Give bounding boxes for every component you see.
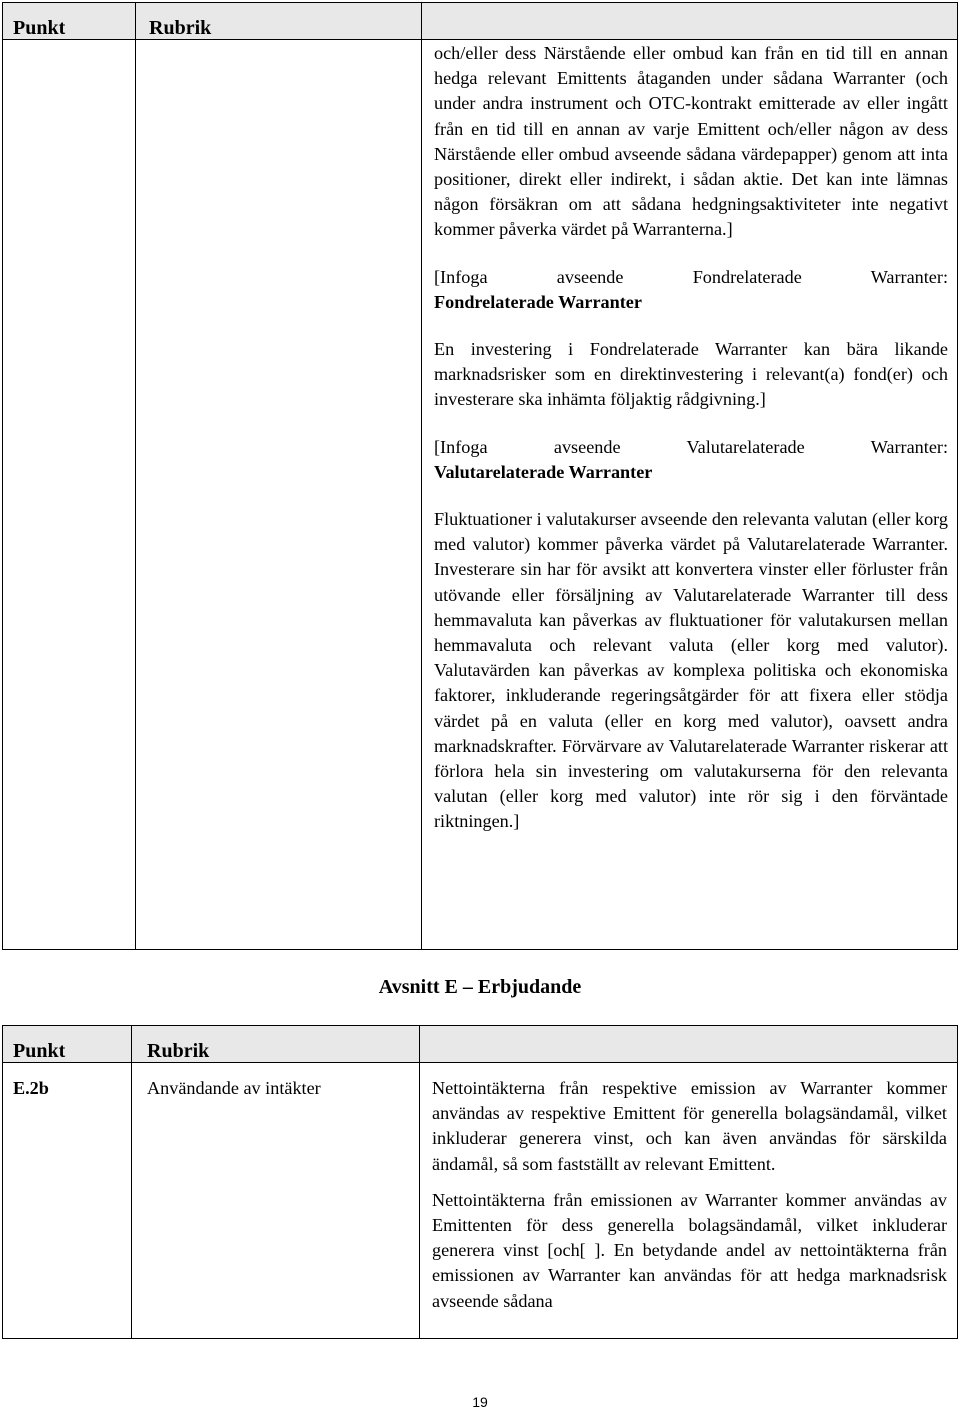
infoga-fond-line: [Infoga avseende Fondrelaterade Warranter: <box>434 266 948 287</box>
column-divider <box>135 3 136 949</box>
infoga-valuta-line: [Infoga avseende Valutarelaterade Warranter: <box>434 436 948 457</box>
paragraph: Fluktuationer i valutakurser avseende den relevanta valutan (eller korg med valutor) kommer påverka värdet på Valutarelaterade Warranter. Investerare sin har för avsikt att konvertera vinster eller förluster från utövande eller försäljning av Valutarelaterade Warranter till dess hemmavaluta kan påverkas av fluktuationer för valutakursen mellan hemmavaluta och relevant valuta (eller korg med valutor). Valutavärden kan påverkas av komplexa politiska och ekonomiska faktorer, inkluderande regeringsåtgärder för att fixera eller stödja värdet på en valuta (eller en korg med valutor), oavsett andra marknadskrafter. Förvärvare av Valutarelaterade Warranter riskerar att förlora hela sin investering om valutakurserna för den relevanta valutan (eller korg med valutor) inte rör sig i den förväntade riktningen.] <box>434 509 948 832</box>
section-title: Avsnitt E – Erbjudande <box>378 976 582 998</box>
header-punkt: Punkt <box>13 1040 66 1062</box>
paragraph: En investering i Fondrelaterade Warranter kan bära likande marknadsrisker som en direktinvestering i relevant(a) fond(er) och investerare ska inhämta följaktig rådgivning.] <box>434 339 948 410</box>
column-divider <box>419 1026 420 1338</box>
element-text-cell <box>432 1076 947 1314</box>
element-text-cell <box>434 41 948 835</box>
table-header <box>3 3 957 40</box>
column-divider <box>131 1026 132 1338</box>
header-rubrik: Rubrik <box>147 1040 210 1062</box>
column-divider <box>421 3 422 949</box>
header-rubrik: Rubrik <box>149 17 212 39</box>
infoga-valuta-block <box>434 435 948 485</box>
paragraph: Nettointäkterna från emissionen av Warranter kommer användas av Emittenten för dess generella bolagsändamål, vilket inkluderar generera vinst [och[ ]. En betydande andel av nettointäkterna från emissionen av Warranter kan användas för att hedga marknadsrisk avseende sådana <box>432 1189 947 1311</box>
risk-table <box>2 2 958 950</box>
paragraph: Nettointäkterna från respektive emission av Warranter kommer användas av respektive Emittent för generella bolagsändamål, vilket inkluderar generera vinst, och kan även användas för särskilda ändamål, så som fastställt av relevant Emittent. <box>432 1078 947 1174</box>
infoga-fond-block <box>434 265 948 315</box>
table-header <box>3 1026 957 1063</box>
infoga-valuta-heading: Valutarelaterade Warranter <box>434 461 653 482</box>
paragraph: och/eller dess Närstående eller ombud kan från en tid till en annan hedga relevant Emittents åtaganden under sådana Warranter (och under andra instrument och OTC-kontrakt emitterade av eller ingått från en tid till en annan av varje Emittent och/eller någon av dess Närstående eller ombud avseende sådana värdepapper) genom att inta positioner, direkt eller indirekt, i sådan aktie. Det kan inte lämnas någon försäkran om att sådana hedgningsaktiviteter inte negativt kommer påverka värdet på Warranterna.] <box>434 43 948 240</box>
page-number: 19 <box>472 1394 488 1410</box>
infoga-fond-heading: Fondrelaterade Warranter <box>434 291 642 312</box>
offer-table <box>2 1025 958 1339</box>
row-rubrik: Användande av intäkter <box>147 1078 321 1098</box>
row-punkt: E.2b <box>13 1078 49 1098</box>
header-punkt: Punkt <box>13 17 66 39</box>
